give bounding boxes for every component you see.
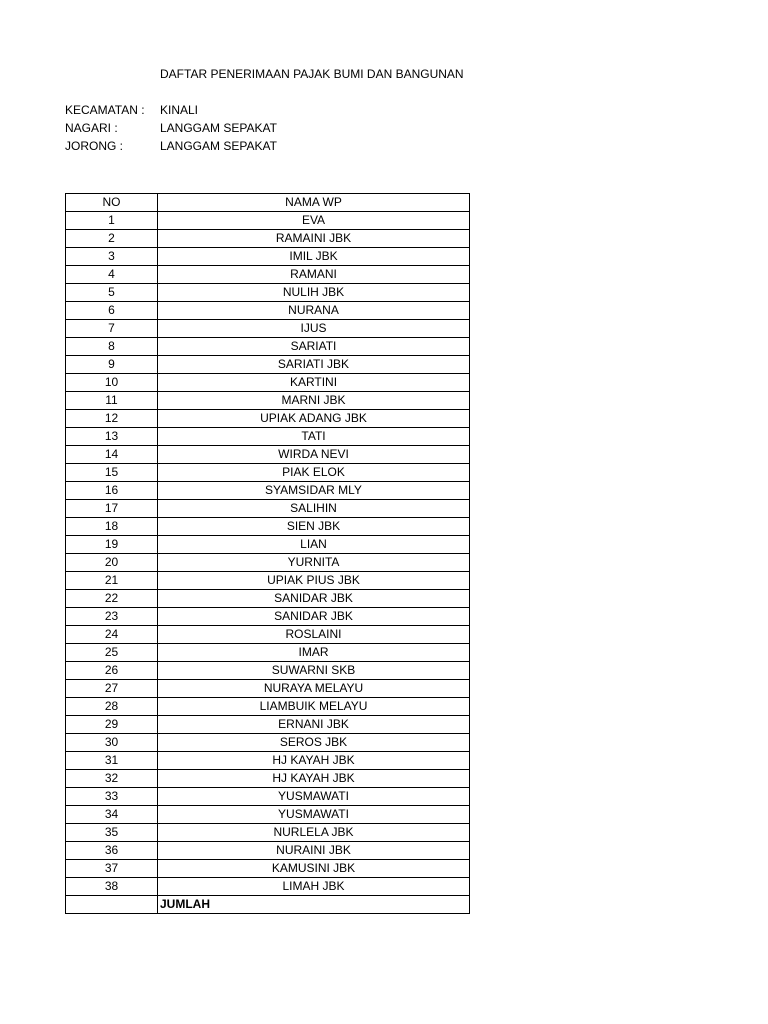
table-total-row	[66, 896, 470, 914]
table-row	[66, 608, 470, 626]
table-row	[66, 518, 470, 536]
row-number-cell: 22	[66, 590, 158, 608]
taxpayer-name-cell: SANIDAR JBK	[158, 608, 470, 626]
table-row	[66, 302, 470, 320]
taxpayer-name-cell: NURAINI JBK	[158, 842, 470, 860]
table-row	[66, 680, 470, 698]
row-number-cell: 18	[66, 518, 158, 536]
row-number-cell: 37	[66, 860, 158, 878]
meta-nagari	[65, 119, 277, 137]
table-row	[66, 500, 470, 518]
meta-jorong	[65, 137, 277, 155]
table-header-row	[66, 194, 470, 212]
table-row	[66, 770, 470, 788]
table-row	[66, 464, 470, 482]
row-number-cell: 31	[66, 752, 158, 770]
table-row	[66, 374, 470, 392]
taxpayer-name-cell: NURANA	[158, 302, 470, 320]
table-row	[66, 392, 470, 410]
table-row	[66, 860, 470, 878]
row-number-cell: 29	[66, 716, 158, 734]
taxpayer-name-cell: MARNI JBK	[158, 392, 470, 410]
document-title: DAFTAR PENERIMAAN PAJAK BUMI DAN BANGUNAN	[160, 67, 464, 81]
taxpayer-name-cell: NURLELA JBK	[158, 824, 470, 842]
row-number-cell: 30	[66, 734, 158, 752]
taxpayer-name-cell: SANIDAR JBK	[158, 590, 470, 608]
table-row	[66, 284, 470, 302]
row-number-cell: 38	[66, 878, 158, 896]
column-header-no: NO	[66, 194, 158, 212]
taxpayer-name-cell: IMAR	[158, 644, 470, 662]
taxpayer-name-cell: TATI	[158, 428, 470, 446]
table-row	[66, 230, 470, 248]
row-number-cell: 9	[66, 356, 158, 374]
taxpayer-name-cell: IMIL JBK	[158, 248, 470, 266]
table-row	[66, 482, 470, 500]
row-number-cell: 10	[66, 374, 158, 392]
table-row	[66, 428, 470, 446]
taxpayer-name-cell: SUWARNI SKB	[158, 662, 470, 680]
taxpayer-name-cell: YURNITA	[158, 554, 470, 572]
table-row	[66, 806, 470, 824]
row-number-cell: 35	[66, 824, 158, 842]
table-row	[66, 572, 470, 590]
row-number-cell: 21	[66, 572, 158, 590]
table-row	[66, 590, 470, 608]
total-empty-cell	[66, 896, 158, 914]
total-label: JUMLAH	[158, 896, 470, 914]
taxpayer-name-cell: KAMUSINI JBK	[158, 860, 470, 878]
taxpayer-name-cell: SARIATI	[158, 338, 470, 356]
taxpayer-name-cell: HJ KAYAH JBK	[158, 770, 470, 788]
taxpayer-name-cell: WIRDA NEVI	[158, 446, 470, 464]
taxpayer-name-cell: ERNANI JBK	[158, 716, 470, 734]
table-row	[66, 626, 470, 644]
table-row	[66, 446, 470, 464]
table-row	[66, 212, 470, 230]
row-number-cell: 19	[66, 536, 158, 554]
taxpayer-name-cell: RAMANI	[158, 266, 470, 284]
row-number-cell: 8	[66, 338, 158, 356]
table-row	[66, 410, 470, 428]
taxpayer-name-cell: NULIH JBK	[158, 284, 470, 302]
taxpayer-name-cell: IJUS	[158, 320, 470, 338]
taxpayer-name-cell: UPIAK ADANG JBK	[158, 410, 470, 428]
row-number-cell: 32	[66, 770, 158, 788]
taxpayer-name-cell: SEROS JBK	[158, 734, 470, 752]
table-row	[66, 752, 470, 770]
table-row	[66, 644, 470, 662]
row-number-cell: 2	[66, 230, 158, 248]
row-number-cell: 33	[66, 788, 158, 806]
row-number-cell: 13	[66, 428, 158, 446]
taxpayer-name-cell: LIAMBUIK MELAYU	[158, 698, 470, 716]
table-row	[66, 266, 470, 284]
row-number-cell: 28	[66, 698, 158, 716]
taxpayer-name-cell: UPIAK PIUS JBK	[158, 572, 470, 590]
row-number-cell: 7	[66, 320, 158, 338]
table-row	[66, 788, 470, 806]
row-number-cell: 26	[66, 662, 158, 680]
taxpayer-name-cell: PIAK ELOK	[158, 464, 470, 482]
taxpayer-name-cell: KARTINI	[158, 374, 470, 392]
taxpayer-name-cell: YUSMAWATI	[158, 788, 470, 806]
table-row	[66, 554, 470, 572]
taxpayer-name-cell: YUSMAWATI	[158, 806, 470, 824]
row-number-cell: 17	[66, 500, 158, 518]
taxpayer-name-cell: LIAN	[158, 536, 470, 554]
table-row	[66, 662, 470, 680]
row-number-cell: 34	[66, 806, 158, 824]
row-number-cell: 5	[66, 284, 158, 302]
table-row	[66, 824, 470, 842]
table-row	[66, 338, 470, 356]
meta-value: LANGGAM SEPAKAT	[160, 121, 277, 135]
taxpayer-name-cell: RAMAINI JBK	[158, 230, 470, 248]
taxpayer-name-cell: ROSLAINI	[158, 626, 470, 644]
table-row	[66, 320, 470, 338]
taxpayer-name-cell: HJ KAYAH JBK	[158, 752, 470, 770]
taxpayer-name-cell: SIEN JBK	[158, 518, 470, 536]
taxpayer-name-cell: SARIATI JBK	[158, 356, 470, 374]
table-row	[66, 734, 470, 752]
taxpayer-name-cell: SALIHIN	[158, 500, 470, 518]
row-number-cell: 12	[66, 410, 158, 428]
table-row	[66, 842, 470, 860]
row-number-cell: 23	[66, 608, 158, 626]
table-row	[66, 536, 470, 554]
row-number-cell: 27	[66, 680, 158, 698]
table-row	[66, 248, 470, 266]
meta-label: KECAMATAN :	[65, 103, 145, 117]
row-number-cell: 11	[66, 392, 158, 410]
row-number-cell: 4	[66, 266, 158, 284]
taxpayer-name-cell: SYAMSIDAR MLY	[158, 482, 470, 500]
table-row	[66, 716, 470, 734]
table-row	[66, 356, 470, 374]
row-number-cell: 6	[66, 302, 158, 320]
row-number-cell: 16	[66, 482, 158, 500]
taxpayer-name-cell: EVA	[158, 212, 470, 230]
row-number-cell: 36	[66, 842, 158, 860]
meta-value: LANGGAM SEPAKAT	[160, 139, 277, 153]
meta-label: NAGARI :	[65, 121, 118, 135]
row-number-cell: 15	[66, 464, 158, 482]
meta-value: KINALI	[160, 103, 199, 117]
row-number-cell: 3	[66, 248, 158, 266]
row-number-cell: 14	[66, 446, 158, 464]
row-number-cell: 1	[66, 212, 158, 230]
row-number-cell: 25	[66, 644, 158, 662]
table-row	[66, 698, 470, 716]
row-number-cell: 20	[66, 554, 158, 572]
meta-kecamatan	[65, 101, 198, 119]
taxpayer-name-cell: NURAYA MELAYU	[158, 680, 470, 698]
row-number-cell: 24	[66, 626, 158, 644]
table-row	[66, 878, 470, 896]
table-body	[66, 212, 470, 896]
taxpayer-table	[65, 193, 470, 914]
column-header-name: NAMA WP	[158, 194, 470, 212]
meta-label: JORONG :	[65, 139, 124, 153]
taxpayer-name-cell: LIMAH JBK	[158, 878, 470, 896]
